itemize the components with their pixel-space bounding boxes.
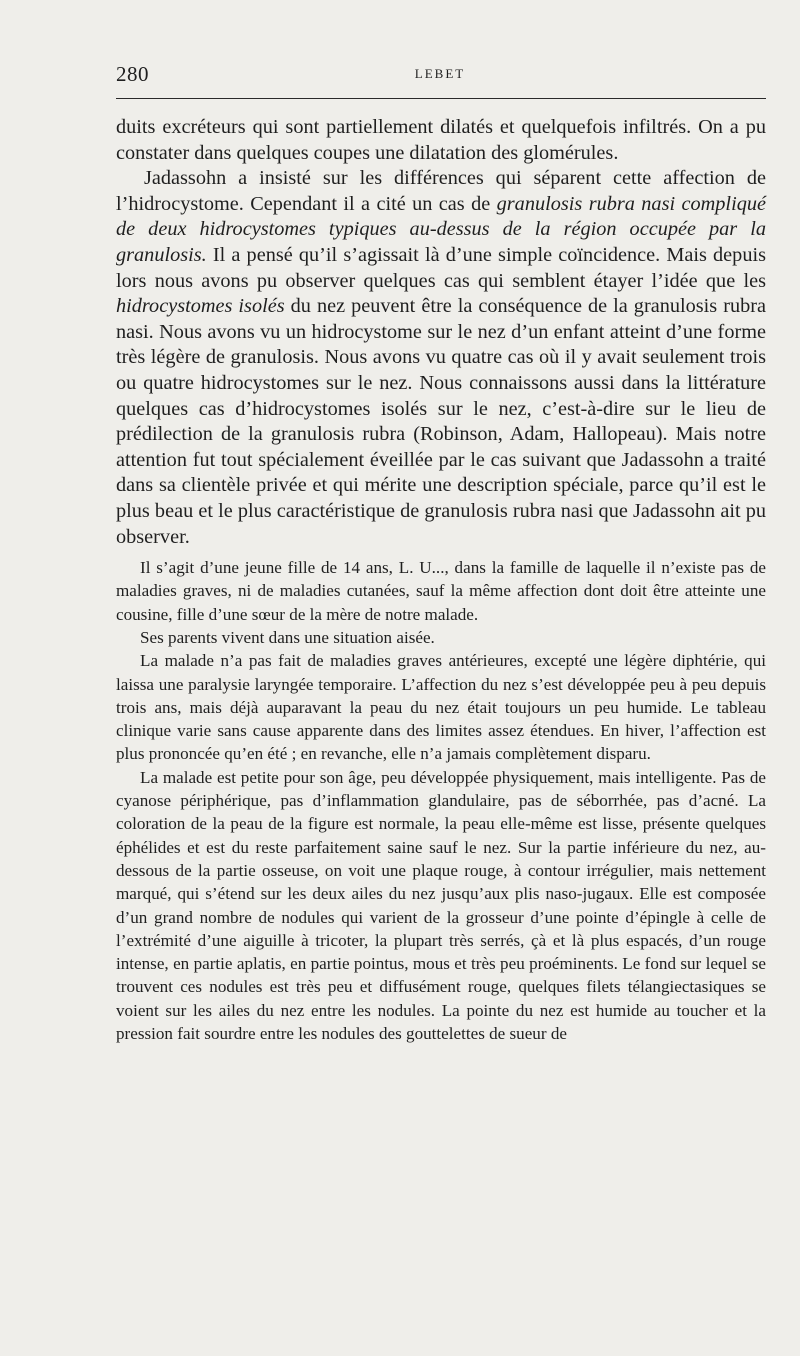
text-run: La malade est petite pour son âge, peu développée physiquement, mais intelligente. Pas de cyanose périphérique, pas d’inflammation glandulaire, pas de séborrhée, pas d’acné. La coloration de la peau de la figure est normale, la peau elle-même est lisse, présente quelques éphélides et est du reste parfaitement saine sauf le nez. Sur la partie inférieure du nez, au-dessous de la partie osseuse, on voit une plaque rouge, à contour irrégulier, mais nettement marqué, qui s’étend sur les deux ailes du nez jusqu’aux plis naso-jugaux. Elle est composée d’un grand nombre de nodules qui varient de la grosseur d’une pointe d’épingle à celle de l’extrémité d’une aiguille à tricoter, la plupart très serrés, çà et là plus espacés, d’un rouge intense, en partie aplatis, en partie pointus, mous et très peu proéminents. Le fond sur lequel se trouvent ces nodules est très peu et diffusément rouge, quelques filets télangiectasiques se voient sur les ailes du nez entre les nodules. La pointe du nez est humide au toucher et la pression fait sourdre entre les nodules des gouttelettes de sueur de (116, 767, 766, 1044)
paragraph (116, 166, 766, 550)
text-run: duits excréteurs qui sont partiellement dilatés et quelquefois infiltrés. On a pu constater dans quelques coupes une dilatation des glomérules. (116, 116, 766, 164)
header-rule (116, 98, 766, 99)
case-paragraph (116, 556, 766, 626)
italic-run: granulosis rubra nasi compliqué de deux hidrocystomes typiques au-dessus de la région occupée par la granulosis. (116, 192, 766, 266)
page-header (116, 62, 764, 88)
text-run: Jadassohn a insisté sur les différences qui séparent cette affection de l’hidrocystome. Cependant il a cité un cas de (116, 167, 766, 215)
page-number: 280 (116, 62, 149, 86)
text-run: Il a pensé qu’il s’agissait là d’une simple coïncidence. Mais depuis lors nous avons pu observer quelques cas qui semblent étayer l’idée que les (116, 243, 766, 292)
case-paragraph (116, 626, 766, 649)
text-run: Ses parents vivent dans une situation aisée. (140, 627, 435, 647)
case-paragraph (116, 766, 766, 1046)
text-run: Il s’agit d’une jeune fille de 14 ans, L. U..., dans la famille de laquelle il n’existe pas de maladies graves, ni de maladies cutanées, sauf la même affection dont doit être atteinte une cousine, fille d’une sœur de la mère de notre malade. (116, 558, 766, 624)
paragraph (116, 115, 766, 166)
main-text (116, 115, 766, 550)
case-report-text (116, 556, 766, 1045)
italic-run: hidrocystomes isolés (116, 295, 285, 318)
running-head: LEBET (414, 66, 466, 81)
text-run: du nez peuvent être la conséquence de la granulosis rubra nasi. Nous avons vu un hidrocystome sur le nez d’un enfant atteint d’une forme très légère de granulosis. Nous avons vu quatre cas où il y avait seulement trois ou quatre hidrocystomes sur le nez. Nous connaissons aussi dans la littérature quelques cas d’hidrocystomes isolés sur le nez, c’est-à-dire sur le lieu de prédilection de la granulosis rubra (Robinson, Adam, Hallopeau). Mais notre attention fut tout spécialement éveillée par le cas suivant que Jadassohn a traité dans sa clientèle privée et qui mérite une description spéciale, parce qu’il est le plus beau et le plus caractéristique de granulosis rubra nasi que Jadassohn ait pu observer. (116, 295, 766, 548)
body-text (116, 115, 766, 1045)
case-paragraph (116, 649, 766, 765)
text-run: La malade n’a pas fait de maladies graves antérieures, excepté une légère diphtérie, qui laissa une paralysie laryngée temporaire. L’affection du nez s’est développée peu à peu depuis trois ans, mais déjà auparavant la peau du nez était toujours un peu humide. Le tableau clinique varie sans cause apparente dans des limites assez étendues. En hiver, l’affection est plus prononcée qu’en été ; en revanche, elle n’a jamais complètement disparu. (116, 651, 766, 764)
